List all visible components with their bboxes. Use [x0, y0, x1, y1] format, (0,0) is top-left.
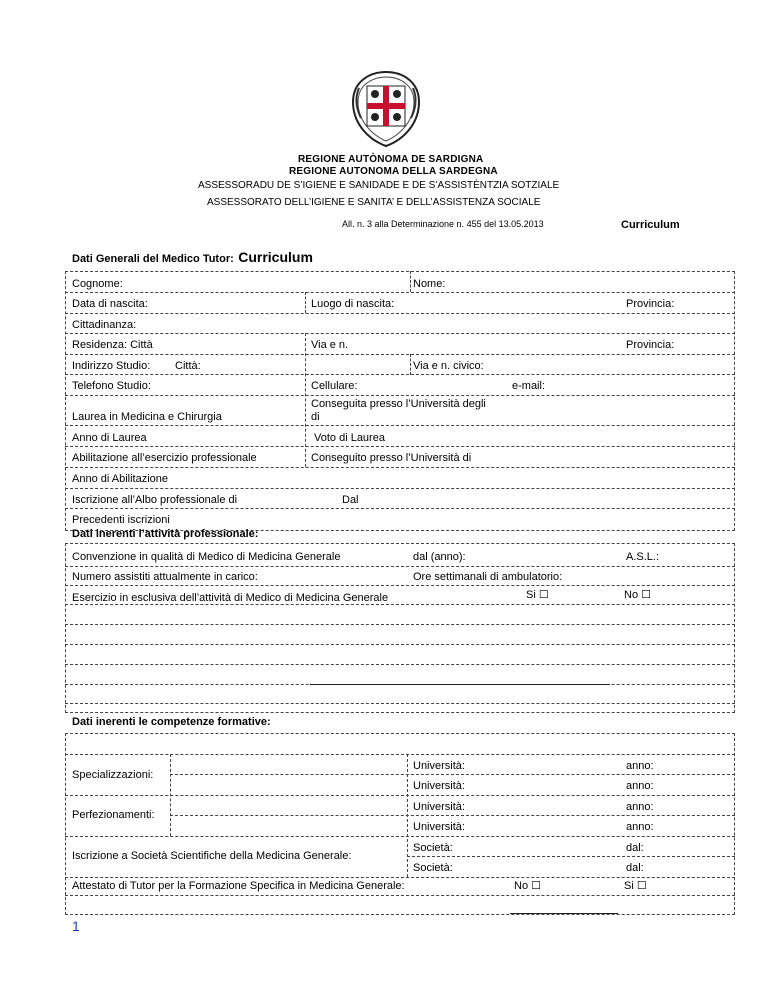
label-precedenti: Precedenti iscrizioni: [72, 514, 170, 526]
label-residenza: Residenza: Città: [72, 339, 153, 351]
label-anno-abilitazione: Anno di Abilitazione: [72, 473, 169, 485]
section-title-general: [72, 249, 313, 267]
checkbox-attestato-si[interactable]: Si ☐: [624, 880, 647, 892]
checkbox-esercizio-no[interactable]: No ☐: [624, 589, 651, 601]
label-anno-laurea: Anno di Laurea: [72, 432, 147, 444]
label-voto-laurea: Voto di Laurea: [314, 432, 385, 444]
label-perfezionamenti: Perfezionamenti:: [72, 809, 155, 821]
professional-data-box: [65, 543, 735, 713]
label-citta: Città:: [175, 360, 201, 372]
label-convenzione: Convenzione in qualità di Medico di Medicina Generale: [72, 551, 341, 563]
page-number: 1: [72, 918, 80, 934]
label-universita-3: Università:: [413, 801, 465, 813]
label-asl: A.S.L.:: [626, 551, 660, 563]
checkbox-esercizio-si[interactable]: Si ☐: [526, 589, 549, 601]
section-title-general-big: Curriculum: [238, 249, 313, 265]
label-conseguito: Conseguito presso l’Università di: [311, 452, 472, 464]
section-title-training: Dati inerenti le competenze formative:: [72, 716, 271, 728]
label-assistiti: Numero assistiti attualmente in carico:: [72, 571, 258, 583]
label-indirizzo-studio: Indirizzo Studio:: [72, 360, 151, 372]
label-societa-1: Società:: [413, 842, 453, 854]
label-universita-1: Università:: [413, 760, 465, 772]
checkbox-attestato-no[interactable]: No ☐: [514, 880, 541, 892]
label-anno-4: anno:: [626, 821, 654, 833]
label-cittadinanza: Cittadinanza:: [72, 319, 137, 331]
label-attestato: Attestato di Tutor per la Formazione Specifica in Medicina Generale:: [72, 880, 405, 892]
label-dal-anno: dal (anno):: [413, 551, 466, 563]
label-dal: Dal: [342, 494, 359, 506]
label-provincia: Provincia:: [626, 298, 675, 310]
label-universita-2: Università:: [413, 780, 465, 792]
label-abilitazione: Abilitazione all’esercizio professionale: [72, 452, 257, 464]
assessorato-ita: ASSESSORATO DELL’IGIENE E SANITA’ E DELL’ASSISTENZA SOCIALE: [207, 197, 541, 208]
label-luogo-nascita: Luogo di nascita:: [311, 298, 395, 310]
label-anno-1: anno:: [626, 760, 654, 772]
region-emblem: [345, 68, 427, 150]
label-anno-3: anno:: [626, 801, 654, 813]
label-societa-2: Società:: [413, 862, 453, 874]
label-dal-soc-2: dal:: [626, 862, 644, 874]
label-specializzazioni: Specializzazioni:: [72, 769, 154, 781]
label-ore: Ore settimanali di ambulatorio:: [413, 571, 563, 583]
label-dal-soc-1: dal:: [626, 842, 644, 854]
label-universita-4: Università:: [413, 821, 465, 833]
label-provincia-residenza: Provincia:: [626, 339, 675, 351]
label-anno-2: anno:: [626, 780, 654, 792]
label-esercizio: Esercizio in esclusiva dell’attività di Medico di Medicina Generale: [72, 592, 389, 604]
region-name-sard: REGIONE AUTÒNOMA DE SARDIGNA: [298, 154, 484, 165]
label-iscrizione-societa: Iscrizione a Società Scientifiche della Medicina Generale:: [72, 850, 352, 862]
label-telefono: Telefono Studio:: [72, 380, 151, 392]
label-data-nascita: Data di nascita:: [72, 298, 148, 310]
label-email: e-mail:: [512, 380, 546, 392]
label-nome: Nome:: [413, 278, 446, 290]
region-name-ita: REGIONE AUTONOMA DELLA SARDEGNA: [289, 166, 498, 177]
label-via-civico: Via e n. civico:: [413, 360, 484, 372]
section-title-professional: Dati inerenti l’attività professionale:: [72, 528, 259, 540]
allegato-reference: All. n. 3 alla Determinazione n. 455 del 13.05.2013: [342, 219, 544, 229]
label-iscrizione-albo: Iscrizione all’Albo professionale di: [72, 494, 238, 506]
label-conseguita-2: di: [311, 411, 320, 423]
label-conseguita-1: Conseguita presso l’Università degli: [311, 398, 486, 410]
label-cellulare: Cellulare:: [311, 380, 358, 392]
label-cognome: Cognome:: [72, 278, 123, 290]
section-title-general-label: Dati Generali del Medico Tutor:: [72, 253, 234, 265]
label-via: Via e n.: [311, 339, 349, 351]
label-laurea: Laurea in Medicina e Chirurgia: [72, 411, 222, 423]
doc-label: Curriculum: [621, 219, 680, 231]
assessorato-sard: ASSESSORADU DE S’IGIENE E SANIDADE E DE S’ASSISTÈNTZIA SOTZIALE: [198, 180, 560, 191]
